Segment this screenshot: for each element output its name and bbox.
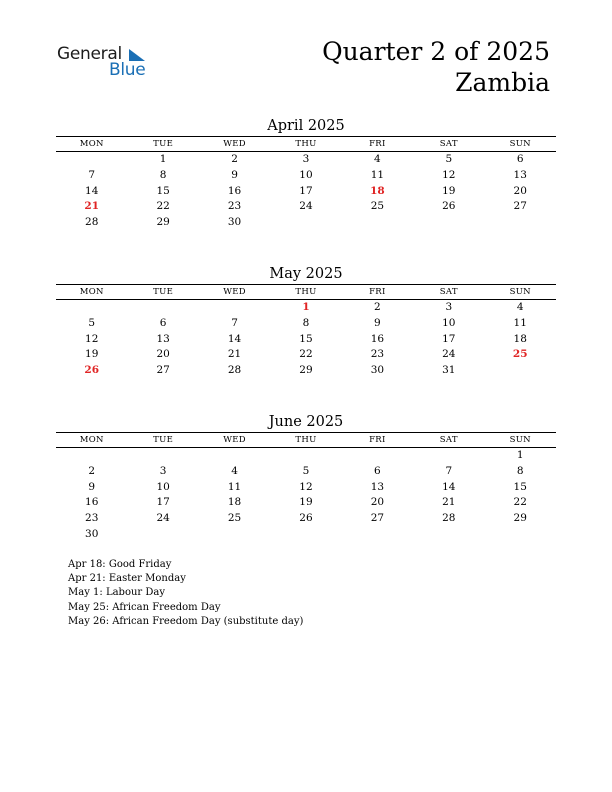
day-cell: 11 [513,316,527,329]
day-cell: 25 [370,200,385,213]
holiday-day-cell: 1 [302,301,310,313]
day-cell: 3 [302,153,310,165]
day-cell [485,215,556,231]
day-cell [127,527,198,543]
day-cell: 4 [516,301,524,313]
week-row [56,480,556,496]
day-cell [342,527,413,543]
day-cell: 9 [231,168,238,181]
calendar-grid [56,284,556,379]
holiday-item: May 1: Labour Day [68,587,165,599]
calendar-grid [56,432,556,543]
day-cell: 13 [513,168,527,181]
day-cell [413,215,484,231]
weekday-header: THU [295,139,317,149]
month-april [56,116,556,231]
week-row [56,215,556,231]
day-cell: 7 [445,464,453,477]
week-row [56,347,556,363]
weekday-header-row [56,285,556,300]
weekday-header: WED [223,139,246,149]
day-cell [413,448,484,464]
day-cell: 13 [370,480,385,493]
day-cell: 29 [513,512,527,525]
day-cell: 16 [85,496,99,509]
day-cell: 22 [156,200,170,213]
day-cell [485,363,556,379]
day-cell [485,527,556,543]
day-cell: 18 [227,496,242,509]
month-title: April 2025 [267,118,345,134]
day-cell: 28 [85,216,99,229]
day-cell: 2 [374,301,381,313]
weekday-header: MON [79,139,104,149]
weekday-header-row [56,433,556,448]
day-cell [56,448,127,464]
day-cell: 30 [85,527,99,540]
day-cell [413,527,484,543]
day-cell [56,152,127,168]
day-cell [199,527,270,543]
holiday-item: Apr 21: Easter Monday [68,573,186,585]
day-cell: 28 [227,364,242,377]
day-cell: 19 [442,184,456,197]
day-cell: 19 [299,496,313,509]
week-row [56,363,556,379]
day-cell: 15 [156,184,170,197]
weekday-header: SAT [439,287,458,297]
day-cell: 23 [370,348,385,361]
month-june [56,412,556,543]
generalblue-logo [57,44,167,84]
weekday-header: SAT [439,435,458,445]
weekday-header: TUE [153,435,174,445]
day-cell: 10 [442,316,456,329]
day-cell: 22 [299,348,313,361]
week-row [56,316,556,332]
day-cell: 8 [516,464,524,477]
week-row [56,527,556,543]
day-cell: 29 [299,364,313,377]
day-cell [342,448,413,464]
week-row [56,152,556,168]
week-row [56,300,556,316]
day-cell [342,215,413,231]
day-cell: 8 [159,168,167,181]
day-cell: 16 [227,184,242,197]
calendar-grid [56,136,556,231]
page-title [322,36,550,98]
day-cell: 5 [88,316,96,329]
day-cell: 19 [85,348,99,361]
weekday-header: SUN [509,435,531,445]
weekday-header: SUN [509,139,531,149]
holiday-day-cell: 25 [512,348,528,361]
holiday-list [68,558,303,629]
day-cell: 14 [85,184,99,197]
day-cell: 12 [85,332,99,345]
day-cell: 29 [156,216,170,229]
day-cell: 24 [299,200,313,213]
weekday-header: TUE [153,139,174,149]
day-cell: 31 [442,364,456,377]
day-cell: 25 [227,512,242,525]
day-cell: 8 [302,316,310,329]
week-row [56,464,556,480]
week-row [56,448,556,464]
day-cell: 20 [156,348,170,361]
day-cell: 9 [374,316,381,329]
day-cell: 26 [442,200,456,213]
weekday-header: TUE [153,287,174,297]
day-cell: 14 [227,332,242,345]
day-cell: 14 [442,480,456,493]
day-cell: 17 [442,332,456,345]
week-row [56,495,556,511]
day-cell: 10 [156,480,170,493]
day-cell: 1 [516,449,524,461]
week-row [56,184,556,200]
day-cell: 15 [299,332,313,345]
holiday-day-cell: 21 [84,200,100,213]
day-cell: 30 [227,216,242,229]
day-cell: 9 [88,480,96,493]
day-cell: 20 [370,496,385,509]
holiday-item: Apr 18: Good Friday [68,559,172,570]
month-title: June 2025 [268,414,344,430]
day-cell: 30 [370,364,385,377]
day-cell: 12 [299,480,313,493]
weekday-header: SUN [509,287,531,297]
day-cell: 20 [513,184,527,197]
day-cell [199,300,270,316]
day-cell: 15 [513,480,527,493]
day-cell: 2 [88,464,96,477]
day-cell: 27 [156,364,170,377]
day-cell: 13 [156,332,170,345]
week-row [56,168,556,184]
day-cell: 26 [299,512,313,525]
day-cell: 5 [302,464,310,477]
weekday-header: SAT [439,139,458,149]
day-cell: 23 [85,512,99,525]
day-cell: 3 [159,464,167,477]
day-cell: 27 [370,512,385,525]
day-cell: 6 [159,316,167,329]
day-cell [270,527,341,543]
day-cell: 4 [374,153,381,165]
day-cell: 17 [156,496,170,509]
day-cell: 28 [442,512,456,525]
day-cell: 11 [370,168,385,181]
day-cell: 1 [159,153,167,165]
month-title: May 2025 [269,266,343,282]
holiday-item: May 26: African Freedom Day (substitute day) [68,615,304,627]
day-cell: 3 [445,301,453,313]
week-row [56,332,556,348]
day-cell [127,448,198,464]
day-cell: 22 [513,496,527,509]
day-cell: 27 [513,200,527,213]
holiday-item: May 25: African Freedom Day [68,601,221,613]
day-cell [270,448,341,464]
day-cell: 7 [88,168,96,181]
day-cell: 2 [231,153,238,165]
day-cell [199,448,270,464]
weekday-header: THU [295,435,317,445]
month-may [56,264,556,379]
weekday-header: WED [223,287,246,297]
logo-text-blue: Blue [109,60,146,80]
day-cell: 6 [374,464,381,477]
day-cell [56,300,127,316]
day-cell: 24 [156,512,170,525]
holiday-day-cell: 18 [370,184,385,197]
quarter-title: Quarter 2 of 2025 [322,37,550,66]
day-cell: 4 [231,464,238,477]
day-cell: 18 [513,332,527,345]
weekday-header: MON [79,287,104,297]
day-cell: 10 [299,168,313,181]
day-cell: 24 [442,348,456,361]
day-cell: 5 [445,153,453,165]
holiday-day-cell: 26 [84,364,100,377]
weekday-header: FRI [369,139,386,149]
day-cell: 11 [227,480,242,493]
weekday-header: WED [223,435,246,445]
week-row [56,511,556,527]
week-row [56,199,556,215]
day-cell: 7 [231,316,238,329]
day-cell: 17 [299,184,313,197]
day-cell [127,300,198,316]
weekday-header-row [56,137,556,152]
day-cell: 23 [227,200,242,213]
day-cell: 16 [370,332,385,345]
day-cell: 21 [442,496,456,509]
logo-text-general: General [57,44,122,64]
weekday-header: FRI [369,435,386,445]
day-cell [270,215,341,231]
day-cell: 21 [227,348,242,361]
weekday-header: MON [79,435,104,445]
country-title: Zambia [455,68,550,97]
weekday-header: FRI [369,287,386,297]
day-cell: 12 [442,168,456,181]
weekday-header: THU [295,287,317,297]
day-cell: 6 [516,153,524,165]
